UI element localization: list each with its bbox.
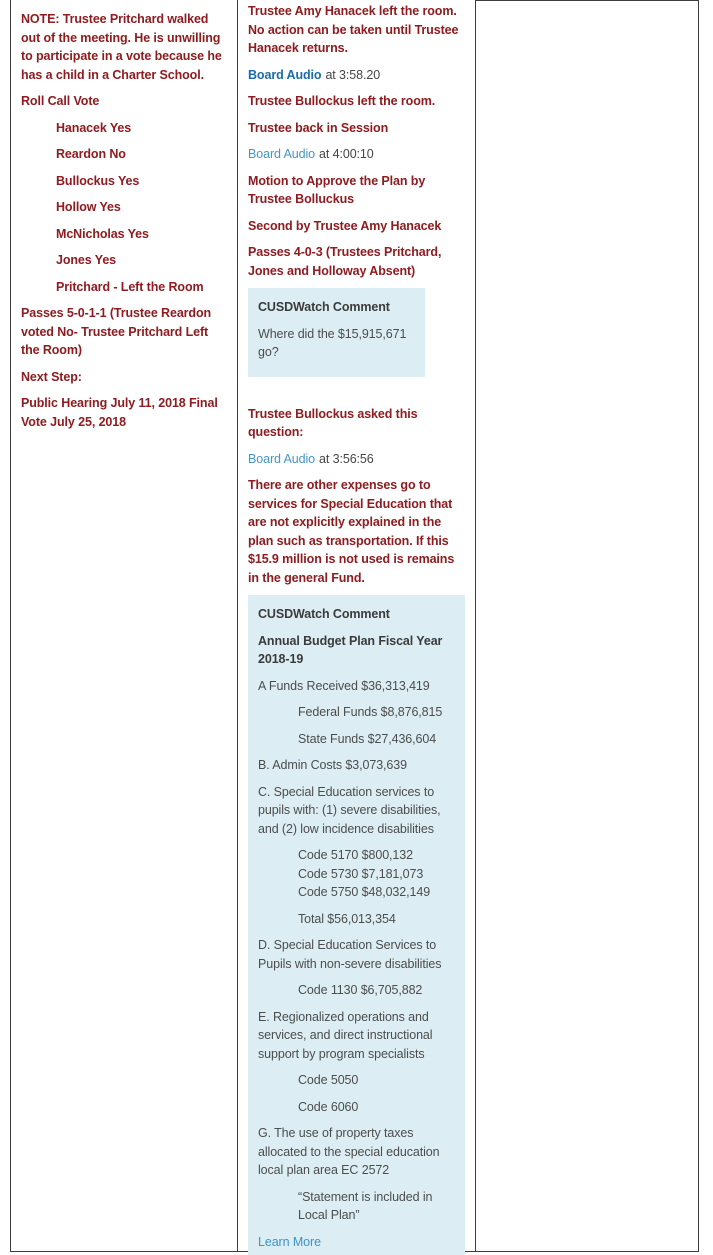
budget-plan-heading: Annual Budget Plan Fiscal Year 2018-19 [258,633,443,666]
section-e-description: E. Regionalized operations and services, and direct instructional support by program specialists [258,1009,433,1061]
roll-call-heading: Roll Call Vote [21,94,100,108]
meeting-note-paragraph: Trustee Bullockus left the room. [248,94,436,108]
column-left [10,0,238,1251]
board-audio-line [248,145,465,164]
meeting-note-paragraph: Trustee Amy Hanacek left the room. No action can be taken until Trustee Hanacek returns. [248,4,459,55]
board-audio-link[interactable]: Board Audio [248,451,316,466]
meeting-note-paragraph: Trustee back in Session [248,120,389,135]
code-line: Code 5170 $800,132 [298,848,413,862]
statement-line: “Statement is included in Local Plan” [298,1189,433,1222]
admin-costs-line: B. Admin Costs $3,073,639 [258,758,407,772]
question-paragraph: Trustee Bullockus asked this question: [248,406,418,439]
funds-received-line: A Funds Received $36,313,419 [258,678,430,693]
section-g-description: G. The use of property taxes allocated to the special education local plan area EC 2572 [258,1126,440,1177]
audio-timestamp: at 3:56:56 [319,451,374,466]
next-step-text: Public Hearing July 11, 2018 Final Vote July 25, 2018 [21,396,218,429]
expenses-paragraph: There are other expenses go to services for Special Education that are not explicitly explained in the plan such as transportation. If this $15.9 million is not used is remains in the general Fund. [248,478,455,585]
total-line: Total $56,013,354 [298,911,396,926]
next-step-heading: Next Step: [21,369,82,384]
audio-timestamp: at 4:00:10 [319,147,374,161]
roll-call-item: Jones Yes [56,253,117,267]
comment-box-text: Where did the $15,915,671 go? [258,326,407,359]
code-line: Code 5750 $48,032,149 [298,885,431,899]
code-line: Code 6060 [298,1099,359,1114]
column-right [475,0,699,1251]
state-funds-line: State Funds $27,436,604 [298,731,437,746]
code-line: Code 5050 [298,1073,359,1087]
audio-timestamp: at 3:58.20 [325,67,381,82]
roll-call-item: Reardon No [56,147,126,161]
roll-call-item: McNicholas Yes [56,226,149,241]
motion-paragraph: Motion to Approve the Plan by Trustee Bolluckus [248,173,426,206]
board-audio-link[interactable]: Board Audio [248,147,316,161]
board-audio-line [248,66,465,85]
learn-more-link[interactable]: Learn More [258,1234,321,1249]
code-line: Code 1130 $6,705,882 [298,983,423,997]
code-line: Code 5730 $7,181,073 [298,866,424,881]
roll-call-item: Hanacek Yes [56,120,132,135]
section-c-description: C. Special Education services to pupils with: (1) severe disabilities, and (2) low incidence disabilities [258,784,441,836]
column-middle [238,0,475,1251]
roll-call-item: Hollow Yes [56,200,121,214]
section-d-description: D. Special Education Services to Pupils with non-severe disabilities [258,938,442,971]
second-paragraph: Second by Trustee Amy Hanacek [248,218,442,233]
federal-funds-line: Federal Funds $8,876,815 [298,705,443,719]
cusdwatch-comment-box [248,288,425,377]
cusdwatch-budget-box [248,595,465,1255]
learn-more-line [258,1233,455,1252]
roll-call-item: Pritchard - Left the Room [56,279,204,294]
passes-result: Passes 5-0-1-1 (Trustee Reardon voted No- Trustee Pritchard Left the Room) [21,306,212,357]
comment-box-title: CUSDWatch Comment [258,607,390,621]
board-audio-line [248,450,465,469]
board-audio-link[interactable]: Board Audio [248,67,322,82]
comment-box-title: CUSDWatch Comment [258,300,390,314]
roll-call-item: Bullockus Yes [56,173,140,188]
content-table [10,0,699,1252]
passes-paragraph: Passes 4-0-3 (Trustees Pritchard, Jones and Holloway Absent) [248,245,442,278]
note-paragraph: NOTE: Trustee Pritchard walked out of the meeting. He is unwilling to participate in a vote because he has a child in a Charter School. [21,12,222,82]
